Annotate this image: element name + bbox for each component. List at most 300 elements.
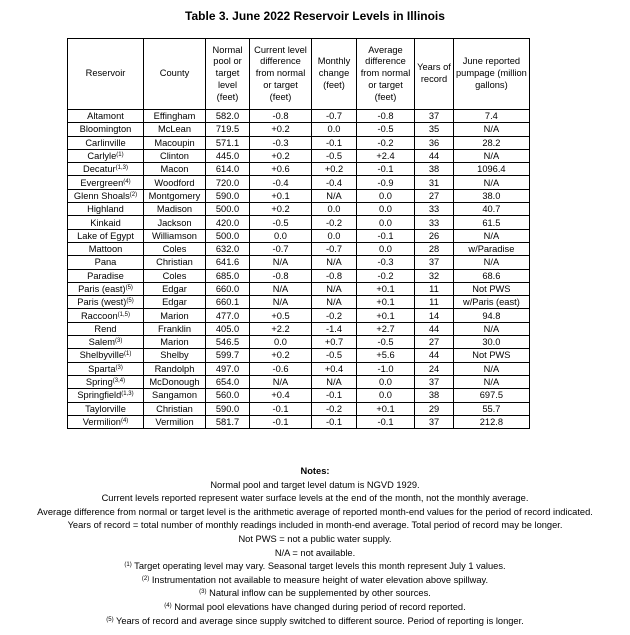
cell-monthly-change: -0.5 bbox=[312, 349, 357, 362]
cell-normal-pool: 654.0 bbox=[206, 375, 250, 388]
cell-monthly-change: -0.7 bbox=[312, 242, 357, 255]
cell-monthly-change: 0.0 bbox=[312, 123, 357, 136]
footnote-text: Instrumentation not available to measure height of water elevation above spillway. bbox=[149, 574, 489, 585]
reservoir-name: Decatur bbox=[83, 164, 116, 175]
cell-current-difference: -0.3 bbox=[250, 136, 312, 149]
cell-years-of-record: 24 bbox=[415, 362, 454, 375]
cell-monthly-change: N/A bbox=[312, 256, 357, 269]
cell-county: Marion bbox=[144, 309, 206, 322]
cell-county: Shelby bbox=[144, 349, 206, 362]
footnote-marker: (4) bbox=[123, 178, 131, 185]
cell-years-of-record: 37 bbox=[415, 415, 454, 428]
cell-current-difference: N/A bbox=[250, 282, 312, 295]
cell-current-difference: +0.2 bbox=[250, 203, 312, 216]
cell-pumpage: N/A bbox=[454, 375, 530, 388]
reservoir-name: Raccoon bbox=[80, 310, 118, 321]
footnote-marker: (1,3) bbox=[115, 165, 128, 172]
cell-county: McDonough bbox=[144, 375, 206, 388]
cell-normal-pool: 405.0 bbox=[206, 322, 250, 335]
footnote-line bbox=[0, 615, 630, 629]
cell-county: Franklin bbox=[144, 322, 206, 335]
footnote-marker: (1) bbox=[116, 152, 124, 159]
header-line: Normal bbox=[212, 44, 243, 55]
table-row bbox=[68, 149, 530, 162]
footnote-mark: (2) bbox=[141, 575, 150, 582]
cell-average-difference: -0.1 bbox=[357, 415, 415, 428]
header-line: (feet) bbox=[374, 91, 397, 102]
note-line: Not PWS = not a public water supply. bbox=[238, 533, 392, 544]
cell-current-difference: +0.2 bbox=[250, 349, 312, 362]
col-header-normal-pool bbox=[206, 39, 250, 110]
cell-county: Williamson bbox=[144, 229, 206, 242]
col-header-reservoir: Reservoir bbox=[68, 39, 144, 110]
footnote-text: Years of record and average since supply switched to different source. Period of reporting is longer. bbox=[113, 615, 524, 626]
header-line: Average bbox=[368, 44, 403, 55]
cell-years-of-record: 33 bbox=[415, 203, 454, 216]
cell-current-difference: -0.1 bbox=[250, 415, 312, 428]
footnote-marker: (1,3) bbox=[121, 391, 134, 398]
cell-normal-pool: 719.5 bbox=[206, 123, 250, 136]
cell-current-difference: -0.6 bbox=[250, 362, 312, 375]
cell-county: Edgar bbox=[144, 296, 206, 309]
cell-years-of-record: 37 bbox=[415, 110, 454, 123]
note-line: Normal pool and target level datum is NGVD 1929. bbox=[210, 479, 420, 490]
cell-normal-pool: 445.0 bbox=[206, 149, 250, 162]
cell-pumpage: N/A bbox=[454, 256, 530, 269]
cell-monthly-change: +0.4 bbox=[312, 362, 357, 375]
cell-pumpage: 94.8 bbox=[454, 309, 530, 322]
cell-reservoir bbox=[68, 389, 144, 402]
cell-monthly-change: -0.1 bbox=[312, 415, 357, 428]
cell-normal-pool: 571.1 bbox=[206, 136, 250, 149]
cell-average-difference: 0.0 bbox=[357, 375, 415, 388]
cell-normal-pool: 720.0 bbox=[206, 176, 250, 189]
cell-county: Coles bbox=[144, 269, 206, 282]
cell-reservoir bbox=[68, 242, 144, 255]
cell-average-difference: +0.1 bbox=[357, 402, 415, 415]
col-header-current-difference bbox=[250, 39, 312, 110]
table-row bbox=[68, 163, 530, 176]
cell-reservoir bbox=[68, 336, 144, 349]
reservoir-name: Pana bbox=[94, 257, 117, 268]
reservoir-name: Vermilion bbox=[82, 416, 121, 427]
cell-normal-pool: 632.0 bbox=[206, 242, 250, 255]
cell-county: Christian bbox=[144, 256, 206, 269]
cell-pumpage: 697.5 bbox=[454, 389, 530, 402]
cell-normal-pool: 614.0 bbox=[206, 163, 250, 176]
header-line: level bbox=[217, 79, 238, 90]
cell-county: Clinton bbox=[144, 149, 206, 162]
table-row bbox=[68, 322, 530, 335]
cell-pumpage: N/A bbox=[454, 149, 530, 162]
cell-current-difference: -0.5 bbox=[250, 216, 312, 229]
reservoir-name: Springfield bbox=[77, 390, 122, 401]
cell-pumpage: N/A bbox=[454, 229, 530, 242]
reservoir-name: Carlinville bbox=[85, 137, 126, 148]
cell-current-difference: -0.1 bbox=[250, 402, 312, 415]
header-row bbox=[68, 39, 530, 110]
cell-normal-pool: 599.7 bbox=[206, 349, 250, 362]
cell-reservoir bbox=[68, 176, 144, 189]
table-row bbox=[68, 203, 530, 216]
header-line: difference bbox=[365, 56, 406, 67]
footnote-marker: (5) bbox=[126, 298, 134, 305]
cell-current-difference: -0.8 bbox=[250, 110, 312, 123]
cell-reservoir bbox=[68, 309, 144, 322]
footnote-mark: (1) bbox=[124, 562, 132, 569]
reservoir-name: Paris (west) bbox=[77, 297, 127, 308]
reservoir-name: Mattoon bbox=[88, 244, 123, 255]
cell-average-difference: 0.0 bbox=[357, 189, 415, 202]
table-row bbox=[68, 415, 530, 428]
cell-years-of-record: 27 bbox=[415, 189, 454, 202]
cell-county: Christian bbox=[144, 402, 206, 415]
cell-reservoir bbox=[68, 402, 144, 415]
col-header-monthly-change bbox=[312, 39, 357, 110]
cell-years-of-record: 38 bbox=[415, 163, 454, 176]
reservoir-name: Carlyle bbox=[87, 151, 117, 162]
cell-average-difference: -0.5 bbox=[357, 123, 415, 136]
table-row bbox=[68, 189, 530, 202]
cell-county: Coles bbox=[144, 242, 206, 255]
cell-average-difference: -0.3 bbox=[357, 256, 415, 269]
table-row bbox=[68, 123, 530, 136]
cell-pumpage: 68.6 bbox=[454, 269, 530, 282]
cell-years-of-record: 37 bbox=[415, 375, 454, 388]
footnote-marker: (1,5) bbox=[117, 311, 131, 318]
cell-reservoir bbox=[68, 203, 144, 216]
header-line: June reported bbox=[462, 56, 521, 67]
cell-years-of-record: 28 bbox=[415, 242, 454, 255]
cell-monthly-change: -0.1 bbox=[312, 136, 357, 149]
cell-monthly-change: 0.0 bbox=[312, 229, 357, 242]
reservoir-name: Taylorville bbox=[85, 403, 126, 414]
cell-current-difference: +0.4 bbox=[250, 389, 312, 402]
cell-pumpage: 1096.4 bbox=[454, 163, 530, 176]
footnote-marker: (2) bbox=[129, 191, 138, 198]
cell-years-of-record: 11 bbox=[415, 282, 454, 295]
cell-normal-pool: 500.0 bbox=[206, 203, 250, 216]
cell-years-of-record: 38 bbox=[415, 389, 454, 402]
cell-monthly-change: N/A bbox=[312, 189, 357, 202]
cell-average-difference: 0.0 bbox=[357, 242, 415, 255]
cell-current-difference: -0.4 bbox=[250, 176, 312, 189]
cell-years-of-record: 44 bbox=[415, 349, 454, 362]
cell-current-difference: 0.0 bbox=[250, 336, 312, 349]
cell-county: Sangamon bbox=[144, 389, 206, 402]
cell-current-difference: N/A bbox=[250, 375, 312, 388]
cell-pumpage: 30.0 bbox=[454, 336, 530, 349]
note-line: Average difference from normal or target level is the arithmetic average of reported month-end values for the period of record indicated. bbox=[37, 506, 593, 517]
cell-pumpage: N/A bbox=[454, 176, 530, 189]
cell-monthly-change: +0.2 bbox=[312, 163, 357, 176]
cell-normal-pool: 660.1 bbox=[206, 296, 250, 309]
cell-years-of-record: 33 bbox=[415, 216, 454, 229]
cell-monthly-change: -1.4 bbox=[312, 322, 357, 335]
cell-reservoir bbox=[68, 362, 144, 375]
cell-normal-pool: 500.0 bbox=[206, 229, 250, 242]
reservoir-name: Salem bbox=[88, 337, 115, 348]
cell-years-of-record: 26 bbox=[415, 229, 454, 242]
table-row bbox=[68, 375, 530, 388]
cell-years-of-record: 44 bbox=[415, 149, 454, 162]
cell-average-difference: -0.2 bbox=[357, 269, 415, 282]
footnote-line bbox=[0, 587, 630, 601]
cell-years-of-record: 31 bbox=[415, 176, 454, 189]
cell-normal-pool: 560.0 bbox=[206, 389, 250, 402]
cell-average-difference: -0.1 bbox=[357, 163, 415, 176]
cell-county: McLean bbox=[144, 123, 206, 136]
cell-current-difference: N/A bbox=[250, 256, 312, 269]
cell-pumpage: N/A bbox=[454, 123, 530, 136]
cell-reservoir bbox=[68, 375, 144, 388]
cell-county: Edgar bbox=[144, 282, 206, 295]
cell-current-difference: -0.8 bbox=[250, 269, 312, 282]
footnote-text: Target operating level may vary. Seasonal target levels this month represent July 1 values. bbox=[131, 561, 506, 572]
cell-normal-pool: 590.0 bbox=[206, 189, 250, 202]
col-header-county: County bbox=[144, 39, 206, 110]
cell-average-difference: 0.0 bbox=[357, 389, 415, 402]
cell-reservoir bbox=[68, 136, 144, 149]
cell-county: Vermilion bbox=[144, 415, 206, 428]
reservoir-name: Sparta bbox=[88, 363, 116, 374]
header-line: record bbox=[420, 74, 448, 84]
cell-normal-pool: 420.0 bbox=[206, 216, 250, 229]
footnote-marker: (4) bbox=[120, 417, 129, 424]
header-line: or target bbox=[263, 79, 298, 90]
reservoir-name: Glenn Shoals bbox=[73, 190, 130, 201]
cell-current-difference: +0.2 bbox=[250, 149, 312, 162]
cell-monthly-change: -0.8 bbox=[312, 269, 357, 282]
footnote-line bbox=[0, 560, 630, 574]
cell-monthly-change: -0.4 bbox=[312, 176, 357, 189]
cell-average-difference: -1.0 bbox=[357, 362, 415, 375]
footnote-text: Normal pool elevations have changed during period of record reported. bbox=[171, 601, 466, 612]
header-line: Monthly bbox=[317, 56, 351, 67]
cell-reservoir bbox=[68, 322, 144, 335]
table-row bbox=[68, 389, 530, 402]
header-line: difference bbox=[260, 56, 301, 67]
cell-county: Madison bbox=[144, 203, 206, 216]
col-header-years-of-record bbox=[415, 39, 454, 110]
cell-normal-pool: 546.5 bbox=[206, 336, 250, 349]
col-header-average-difference bbox=[357, 39, 415, 110]
cell-reservoir bbox=[68, 282, 144, 295]
cell-current-difference: +0.6 bbox=[250, 163, 312, 176]
cell-normal-pool: 497.0 bbox=[206, 362, 250, 375]
cell-years-of-record: 29 bbox=[415, 402, 454, 415]
reservoir-name: Paris (east) bbox=[78, 284, 126, 294]
note-line: Years of record = total number of monthly readings included in month-end average. Total period of record may be longer. bbox=[67, 520, 563, 531]
footnote-marker: (3) bbox=[115, 338, 123, 345]
cell-pumpage: 61.5 bbox=[454, 216, 530, 229]
reservoir-name: Kinkaid bbox=[90, 217, 121, 228]
col-header-pumpage bbox=[454, 39, 530, 110]
footnote-marker: (5) bbox=[125, 285, 133, 291]
cell-pumpage: 40.7 bbox=[454, 203, 530, 216]
header-line: (feet) bbox=[269, 91, 292, 102]
cell-reservoir bbox=[68, 110, 144, 123]
table-row bbox=[68, 282, 530, 295]
cell-current-difference: +0.5 bbox=[250, 309, 312, 322]
table-row bbox=[68, 216, 530, 229]
cell-years-of-record: 36 bbox=[415, 136, 454, 149]
cell-years-of-record: 27 bbox=[415, 336, 454, 349]
header-line: Current level bbox=[254, 44, 307, 55]
footnote-text: Natural inflow can be supplemented by other sources. bbox=[206, 588, 431, 599]
cell-county: Randolph bbox=[144, 362, 206, 375]
cell-years-of-record: 37 bbox=[415, 256, 454, 269]
cell-average-difference: +2.7 bbox=[357, 322, 415, 335]
header-line: Years of bbox=[417, 62, 451, 73]
reservoir-name: Paradise bbox=[87, 270, 124, 281]
reservoir-name: Rend bbox=[94, 323, 117, 334]
cell-average-difference: +5.6 bbox=[357, 349, 415, 362]
footnote-mark: (3) bbox=[199, 589, 207, 596]
cell-reservoir bbox=[68, 229, 144, 242]
cell-average-difference: +0.1 bbox=[357, 309, 415, 322]
cell-pumpage: 7.4 bbox=[454, 110, 530, 123]
cell-reservoir bbox=[68, 415, 144, 428]
cell-reservoir bbox=[68, 123, 144, 136]
table-row bbox=[68, 309, 530, 322]
note-line: N/A = not available. bbox=[274, 547, 356, 558]
notes-section bbox=[0, 465, 630, 628]
cell-average-difference: -0.5 bbox=[357, 336, 415, 349]
cell-average-difference: -0.9 bbox=[357, 176, 415, 189]
cell-reservoir bbox=[68, 296, 144, 309]
cell-normal-pool: 477.0 bbox=[206, 309, 250, 322]
table-row bbox=[68, 176, 530, 189]
table-title: Table 3. June 2022 Reservoir Levels in Illinois bbox=[185, 9, 445, 23]
table-row bbox=[68, 269, 530, 282]
cell-monthly-change: N/A bbox=[312, 296, 357, 309]
cell-monthly-change: -0.5 bbox=[312, 149, 357, 162]
cell-county: Macoupin bbox=[144, 136, 206, 149]
cell-monthly-change: -0.1 bbox=[312, 389, 357, 402]
cell-average-difference: 0.0 bbox=[357, 216, 415, 229]
cell-monthly-change: +0.7 bbox=[312, 336, 357, 349]
cell-county: Macon bbox=[144, 163, 206, 176]
cell-average-difference: +0.1 bbox=[357, 282, 415, 295]
cell-reservoir bbox=[68, 256, 144, 269]
cell-monthly-change: N/A bbox=[312, 375, 357, 388]
cell-normal-pool: 581.7 bbox=[206, 415, 250, 428]
footnote-mark: (4) bbox=[164, 602, 172, 609]
table-row bbox=[68, 242, 530, 255]
cell-average-difference: 0.0 bbox=[357, 203, 415, 216]
header-line: change bbox=[318, 68, 350, 79]
table-row bbox=[68, 136, 530, 149]
cell-current-difference: -0.7 bbox=[250, 242, 312, 255]
note-line: Current levels reported represent water surface levels at the end of the month, not the monthly average. bbox=[101, 493, 529, 504]
cell-pumpage: N/A bbox=[454, 362, 530, 375]
cell-reservoir bbox=[68, 189, 144, 202]
table-row bbox=[68, 362, 530, 375]
cell-county: Montgomery bbox=[144, 189, 206, 202]
cell-current-difference: +0.2 bbox=[250, 123, 312, 136]
cell-reservoir bbox=[68, 269, 144, 282]
header-line: from normal bbox=[360, 68, 411, 79]
cell-pumpage: w/Paris (east) bbox=[454, 296, 530, 309]
cell-reservoir bbox=[68, 163, 144, 176]
table-row bbox=[68, 402, 530, 415]
table-row bbox=[68, 349, 530, 362]
cell-years-of-record: 35 bbox=[415, 123, 454, 136]
cell-pumpage: 28.2 bbox=[454, 136, 530, 149]
reservoir-name: Lake of Egypt bbox=[77, 230, 134, 241]
footnote-marker: (3,4) bbox=[112, 378, 126, 385]
cell-current-difference: N/A bbox=[250, 296, 312, 309]
footnote-marker: (3) bbox=[115, 364, 123, 371]
cell-pumpage: N/A bbox=[454, 322, 530, 335]
cell-normal-pool: 685.0 bbox=[206, 269, 250, 282]
footnote-line bbox=[0, 601, 630, 615]
header-line: or target bbox=[368, 79, 403, 90]
cell-county: Jackson bbox=[144, 216, 206, 229]
reservoir-name: Highland bbox=[87, 204, 124, 215]
table-row bbox=[68, 110, 530, 123]
cell-reservoir bbox=[68, 149, 144, 162]
header-line: (feet) bbox=[323, 79, 345, 90]
cell-monthly-change: -0.2 bbox=[312, 216, 357, 229]
notes-header: Notes: bbox=[300, 466, 330, 476]
cell-years-of-record: 14 bbox=[415, 309, 454, 322]
cell-pumpage: 212.8 bbox=[454, 415, 530, 428]
header-line: target bbox=[215, 68, 240, 79]
reservoir-levels-table bbox=[67, 38, 530, 429]
cell-pumpage: w/Paradise bbox=[454, 242, 530, 255]
cell-current-difference: +0.1 bbox=[250, 189, 312, 202]
cell-monthly-change: N/A bbox=[312, 282, 357, 295]
cell-average-difference: -0.1 bbox=[357, 229, 415, 242]
cell-years-of-record: 11 bbox=[415, 296, 454, 309]
table-row bbox=[68, 256, 530, 269]
cell-normal-pool: 582.0 bbox=[206, 110, 250, 123]
header-line: gallons) bbox=[475, 79, 508, 90]
cell-years-of-record: 44 bbox=[415, 322, 454, 335]
reservoir-name: Bloomington bbox=[79, 124, 132, 135]
cell-average-difference: +0.1 bbox=[357, 296, 415, 309]
cell-county: Effingham bbox=[144, 110, 206, 123]
header-line: pumpage (million bbox=[456, 68, 527, 79]
cell-county: Marion bbox=[144, 336, 206, 349]
reservoir-name: Altamont bbox=[87, 111, 124, 122]
cell-monthly-change: -0.7 bbox=[312, 110, 357, 123]
cell-normal-pool: 590.0 bbox=[206, 402, 250, 415]
reservoir-name: Shelbyville bbox=[79, 350, 125, 361]
cell-pumpage: Not PWS bbox=[454, 282, 530, 295]
header-line: from normal bbox=[255, 68, 306, 79]
cell-pumpage: 38.0 bbox=[454, 189, 530, 202]
cell-average-difference: +2.4 bbox=[357, 149, 415, 162]
footnote-mark: (5) bbox=[106, 616, 114, 623]
cell-pumpage: Not PWS bbox=[454, 349, 530, 362]
cell-reservoir bbox=[68, 349, 144, 362]
cell-pumpage: 55.7 bbox=[454, 402, 530, 415]
reservoir-name: Evergreen bbox=[80, 177, 124, 188]
cell-monthly-change: -0.2 bbox=[312, 309, 357, 322]
cell-current-difference: +2.2 bbox=[250, 322, 312, 335]
reservoir-name: Spring bbox=[85, 377, 113, 388]
table-row bbox=[68, 296, 530, 309]
cell-reservoir bbox=[68, 216, 144, 229]
cell-monthly-change: -0.2 bbox=[312, 402, 357, 415]
header-line: (feet) bbox=[216, 91, 239, 102]
cell-years-of-record: 32 bbox=[415, 269, 454, 282]
cell-normal-pool: 641.6 bbox=[206, 256, 250, 269]
cell-current-difference: 0.0 bbox=[250, 229, 312, 242]
